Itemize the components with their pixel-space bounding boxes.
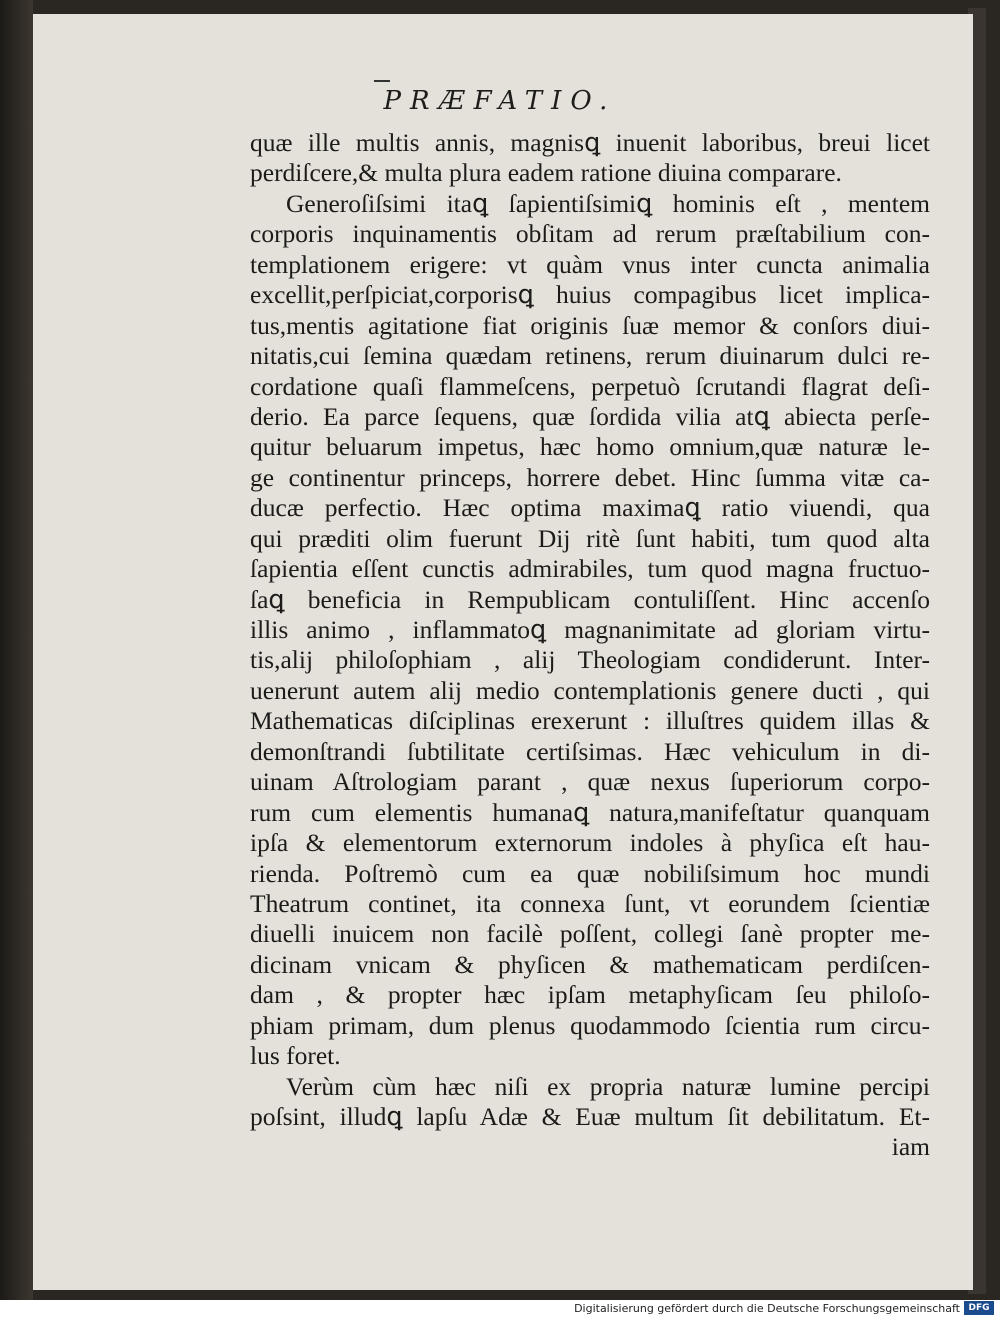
book-spine-shadow xyxy=(0,0,33,1300)
text-line: ge continentur princeps, horrere debet. Hinc ſumma vitæ ca- xyxy=(250,462,930,492)
text-line: uenerunt autem alij medio contemplationis genere ducti , qui xyxy=(250,675,930,705)
text-line: rum cum elementis humanaꝗ natura,manifeſtatur quanquam xyxy=(250,797,930,827)
text-line: derio. Ea parce ſequens, quæ ſordida vilia atꝗ abiecta perſe- xyxy=(250,401,930,431)
text-line: Verùm cùm hæc niſi ex propria naturæ lumine percipi xyxy=(286,1071,930,1101)
text-line: tis,alij philoſophiam , alij Theologiam condiderunt. Inter- xyxy=(250,645,930,675)
dfg-logo: DFG xyxy=(964,1301,994,1315)
text-line: templationem erigere: vt quàm vnus inter cuncta animalia xyxy=(250,249,930,279)
catchword: iam xyxy=(891,1132,930,1162)
text-line: excellit,perſpiciat,corporisꝗ huius compagibus licet implica- xyxy=(250,280,930,310)
text-line: corporis inquinamentis obſitam ad rerum præſtabilium con- xyxy=(250,219,930,249)
text-line: perdiſcere,& multa plura eadem ratione diuina comparare. xyxy=(250,158,842,188)
text-line: poſsint, illudꝗ lapſu Adæ & Euæ multum ſit debilitatum. Et- xyxy=(250,1102,930,1131)
footer-credit: Digitalisierung gefördert durch die Deutsche Forschungsgemeinschaft xyxy=(574,1302,960,1315)
text-line: tus,mentis agitatione fiat originis ſuæ memor & conſors diui- xyxy=(250,310,930,340)
text-line: dam , & propter hæc ipſam metaphyſicam ſeu philoſo- xyxy=(250,980,930,1010)
text-line: nitatis,cui ſemina quædam retinens, rerum diuinarum dulci re- xyxy=(250,341,930,371)
text-line: diuelli inuicem non facilè poſſent, collegi ſanè propter me- xyxy=(250,919,930,949)
text-line: uinam Aſtrologiam parant , quæ nexus ſuperiorum corpo- xyxy=(250,767,930,797)
text-line: ſaꝗ beneficia in Rempublicam contuliſſent. Hinc accenſo xyxy=(250,584,930,614)
text-line: rienda. Poſtremò cum ea quæ nobiliſsimum hoc mundi xyxy=(250,858,930,888)
text-line: Mathematicas diſciplinas erexerunt : illuſtres quidem illas & xyxy=(250,706,930,736)
page-header: PRÆFATIO. xyxy=(383,86,617,116)
text-line: ipſa & elementorum externorum indoles à phyſica eſt hau- xyxy=(250,828,930,858)
body-text xyxy=(250,128,930,1163)
text-line: ducæ perfectio. Hæc optima maximaꝗ ratio viuendi, qua xyxy=(250,493,930,523)
page-mark xyxy=(374,80,390,82)
text-line: Generoſiſsimi itaꝗ ſapientiſsimiꝗ hominis eſt , mentem xyxy=(286,188,930,218)
text-line: demonſtrandi ſubtilitate certiſsimas. Hæc vehiculum in di- xyxy=(250,736,930,766)
text-line: illis animo , inflammatoꝗ magnanimitate ad gloriam virtu- xyxy=(250,615,930,644)
text-line: dicinam vnicam & phyſicen & mathematicam perdiſcen- xyxy=(250,949,930,979)
text-line: cordatione quaſi flammeſcens, perpetuò ſcrutandi flagrat deſi- xyxy=(250,371,930,401)
text-line: quitur beluarum impetus, hæc homo omnium,quæ naturæ le- xyxy=(250,432,930,462)
text-line: lus foret. xyxy=(250,1041,341,1071)
text-line: quæ ille multis annis, magnisꝗ inuenit laboribus, breui licet xyxy=(250,128,930,157)
text-line: Theatrum continet, ita connexa ſunt, vt eorundem ſcientiæ xyxy=(250,888,930,918)
text-line: qui præditi olim fuerunt Dij ritè ſunt habiti, tum quod alta xyxy=(250,523,930,553)
text-line: phiam primam, dum plenus quodammodo ſcientia rum circu- xyxy=(250,1010,930,1040)
text-line: ſapientia eſſent cunctis admirabiles, tum quod magna fructuo- xyxy=(250,554,930,584)
